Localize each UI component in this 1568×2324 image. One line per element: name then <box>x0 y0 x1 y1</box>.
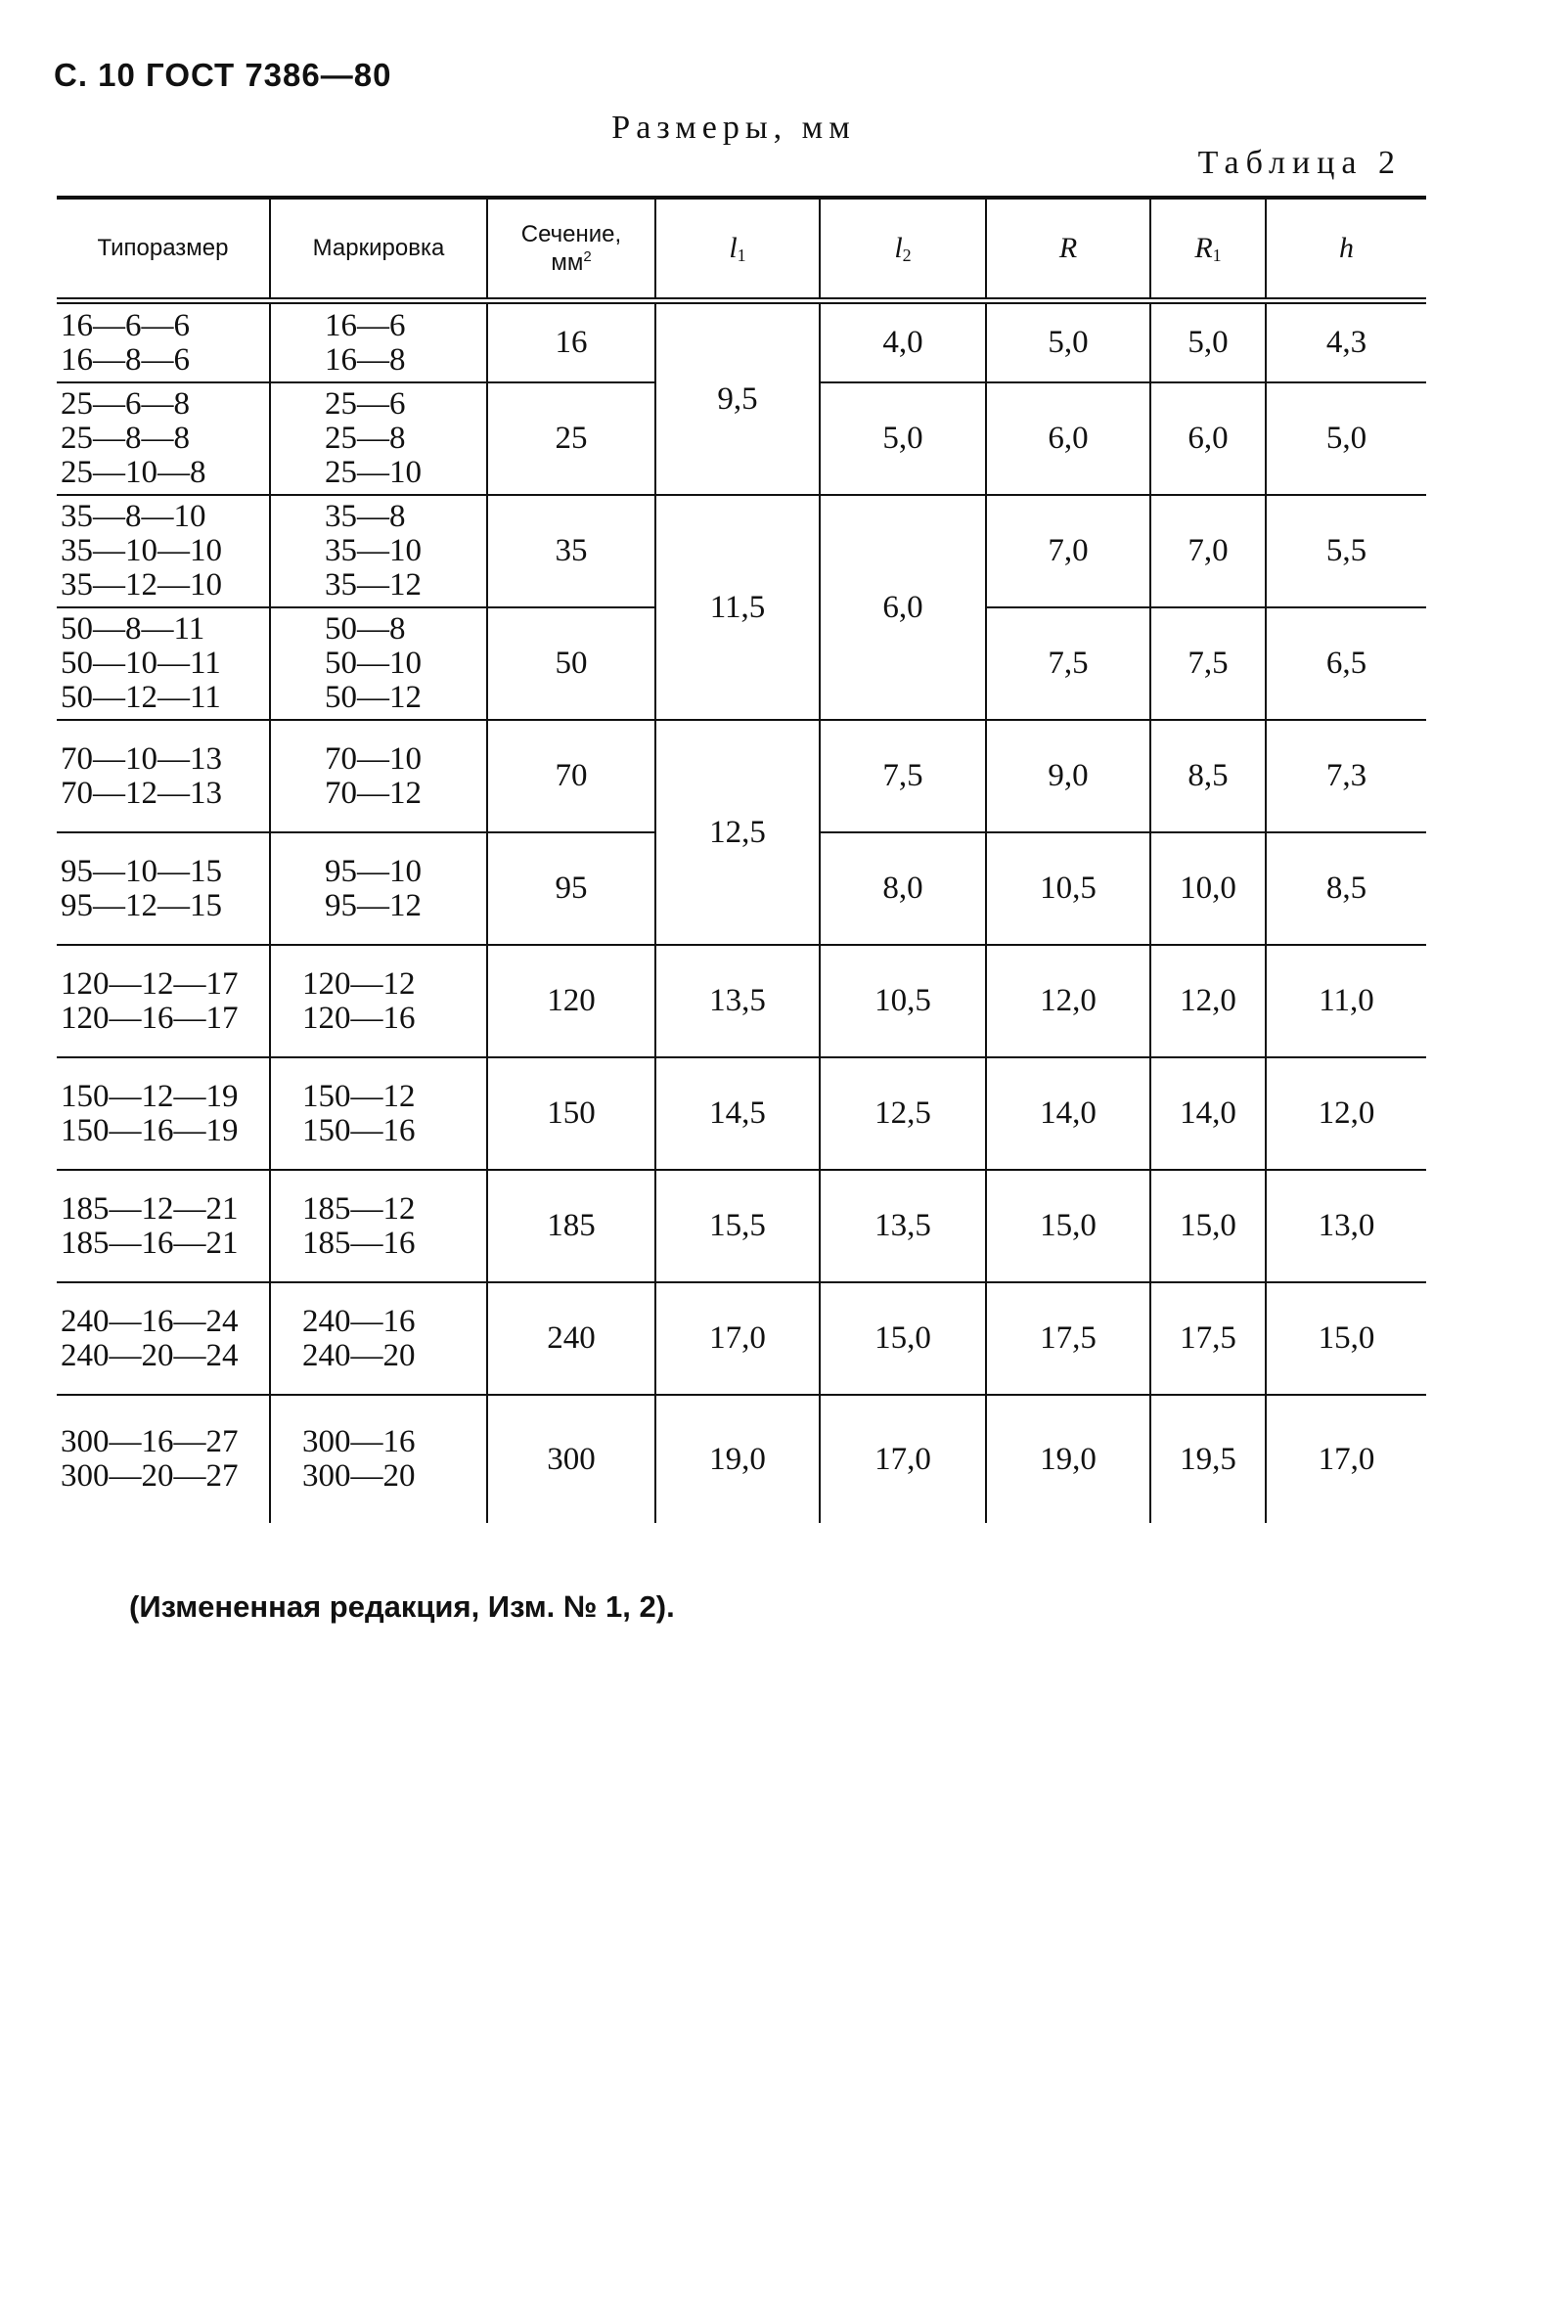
l2-cell: 13,5 <box>820 1170 986 1282</box>
header-h: h <box>1266 200 1426 297</box>
section-cell: 120 <box>487 945 655 1057</box>
header-section-sup: 2 <box>583 247 592 265</box>
l2-cell: 17,0 <box>820 1395 986 1523</box>
header-marking: Маркировка <box>270 200 487 297</box>
section-cell: 150 <box>487 1057 655 1170</box>
marking-cell: 25—6 25—8 25—10 <box>270 382 487 495</box>
l2-cell: 4,0 <box>820 304 986 382</box>
l1-cell: 15,5 <box>655 1170 820 1282</box>
section-cell: 300 <box>487 1395 655 1523</box>
header-l1 <box>655 200 820 297</box>
table-row <box>57 1282 1426 1395</box>
h-cell: 12,0 <box>1266 1057 1426 1170</box>
table-row <box>57 1395 1426 1523</box>
r1-cell: 7,0 <box>1150 495 1266 607</box>
marking-cell: 16—6 16—8 <box>270 304 487 382</box>
header-l1-symbol: l <box>729 231 738 264</box>
amendment-note: (Измененная редакция, Изм. № 1, 2). <box>129 1589 675 1624</box>
header-type: Типоразмер <box>97 235 229 261</box>
h-cell: 11,0 <box>1266 945 1426 1057</box>
l1-cell: 12,5 <box>655 720 820 945</box>
type-cell: 150—12—19 150—16—19 <box>57 1057 270 1170</box>
h-cell: 13,0 <box>1266 1170 1426 1282</box>
table-header-row <box>57 200 1426 297</box>
type-cell: 300—16—27 300—20—27 <box>57 1395 270 1523</box>
r1-cell: 8,5 <box>1150 720 1266 832</box>
h-cell: 5,5 <box>1266 495 1426 607</box>
header-r: R <box>986 200 1150 297</box>
l2-cell: 8,0 <box>820 832 986 945</box>
marking-cell: 240—16 240—20 <box>270 1282 487 1395</box>
header-r1-sub: 1 <box>1212 245 1222 265</box>
section-cell: 25 <box>487 382 655 495</box>
l2-cell: 7,5 <box>820 720 986 832</box>
r1-cell: 14,0 <box>1150 1057 1266 1170</box>
l1-cell: 11,5 <box>655 495 820 720</box>
type-cell: 95—10—15 95—12—15 <box>57 832 270 945</box>
table-caption: Таблица 2 <box>1197 145 1402 181</box>
marking-cell: 50—8 50—10 50—12 <box>270 607 487 720</box>
section-cell: 185 <box>487 1170 655 1282</box>
h-cell: 8,5 <box>1266 832 1426 945</box>
l2-cell: 15,0 <box>820 1282 986 1395</box>
h-cell: 15,0 <box>1266 1282 1426 1395</box>
marking-cell: 185—12 185—16 <box>270 1170 487 1282</box>
r1-cell: 6,0 <box>1150 382 1266 495</box>
l1-cell: 14,5 <box>655 1057 820 1170</box>
r-cell: 7,5 <box>986 607 1150 720</box>
h-cell: 6,5 <box>1266 607 1426 720</box>
r-cell: 5,0 <box>986 304 1150 382</box>
type-cell: 16—6—6 16—8—6 <box>61 307 190 378</box>
r-cell: 10,5 <box>986 832 1150 945</box>
type-cell: 35—8—10 35—10—10 35—12—10 <box>57 495 270 607</box>
r-cell: 9,0 <box>986 720 1150 832</box>
table-row <box>57 720 1426 832</box>
marking-cell: 120—12 120—16 <box>270 945 487 1057</box>
table-row <box>57 945 1426 1057</box>
header-section-unit: мм <box>551 248 584 276</box>
marking-cell: 35—8 35—10 35—12 <box>270 495 487 607</box>
marking-cell: 95—10 95—12 <box>270 832 487 945</box>
type-cell: 120—12—17 120—16—17 <box>57 945 270 1057</box>
header-r1-symbol: R <box>1194 231 1213 264</box>
r-cell: 7,0 <box>986 495 1150 607</box>
type-cell: 70—10—13 70—12—13 <box>57 720 270 832</box>
l2-cell: 5,0 <box>820 382 986 495</box>
r-cell: 14,0 <box>986 1057 1150 1170</box>
header-section <box>487 200 655 297</box>
r1-cell: 5,0 <box>1150 304 1266 382</box>
marking-cell: 300—16 300—20 <box>270 1395 487 1523</box>
marking-cell: 150—12 150—16 <box>270 1057 487 1170</box>
section-cell: 240 <box>487 1282 655 1395</box>
r-cell: 19,0 <box>986 1395 1150 1523</box>
h-cell: 7,3 <box>1266 720 1426 832</box>
r1-cell: 10,0 <box>1150 832 1266 945</box>
r1-cell: 19,5 <box>1150 1395 1266 1523</box>
type-cell: 240—16—24 240—20—24 <box>57 1282 270 1395</box>
r-cell: 12,0 <box>986 945 1150 1057</box>
header-section-label: Сечение, <box>520 220 622 247</box>
r1-cell: 17,5 <box>1150 1282 1266 1395</box>
table-row <box>57 495 1426 607</box>
l1-cell: 13,5 <box>655 945 820 1057</box>
section-cell: 16 <box>487 304 655 382</box>
marking-cell: 70—10 70—12 <box>270 720 487 832</box>
h-cell: 4,3 <box>1266 304 1426 382</box>
header-l2-sub: 2 <box>902 245 912 265</box>
l2-cell: 10,5 <box>820 945 986 1057</box>
l1-cell: 19,0 <box>655 1395 820 1523</box>
l1-cell: 17,0 <box>655 1282 820 1395</box>
r1-cell: 12,0 <box>1150 945 1266 1057</box>
table-row <box>57 1057 1426 1170</box>
page-header: С. 10 ГОСТ 7386—80 <box>54 57 392 93</box>
r-cell: 6,0 <box>986 382 1150 495</box>
l2-cell: 12,5 <box>820 1057 986 1170</box>
table-row <box>57 1170 1426 1282</box>
header-l2 <box>820 200 986 297</box>
dimensions-table <box>57 196 1426 1523</box>
section-cell: 70 <box>487 720 655 832</box>
units-caption: Размеры, мм <box>611 110 856 146</box>
l2-cell: 6,0 <box>820 495 986 720</box>
r-cell: 17,5 <box>986 1282 1150 1395</box>
section-cell: 95 <box>487 832 655 945</box>
h-cell: 5,0 <box>1266 382 1426 495</box>
section-cell: 35 <box>487 495 655 607</box>
table-row <box>57 304 1426 382</box>
l1-cell: 9,5 <box>655 304 820 495</box>
section-cell: 50 <box>487 607 655 720</box>
header-r1 <box>1150 200 1266 297</box>
r-cell: 15,0 <box>986 1170 1150 1282</box>
h-cell: 17,0 <box>1266 1395 1426 1523</box>
type-cell: 185—12—21 185—16—21 <box>57 1170 270 1282</box>
r1-cell: 7,5 <box>1150 607 1266 720</box>
header-double-rule <box>57 297 1426 304</box>
type-cell: 50—8—11 50—10—11 50—12—11 <box>57 607 270 720</box>
table-grid <box>57 200 1426 1523</box>
header-l1-sub: 1 <box>737 245 746 265</box>
r1-cell: 15,0 <box>1150 1170 1266 1282</box>
type-cell: 25—6—8 25—8—8 25—10—8 <box>57 382 270 495</box>
header-l2-symbol: l <box>894 231 903 264</box>
